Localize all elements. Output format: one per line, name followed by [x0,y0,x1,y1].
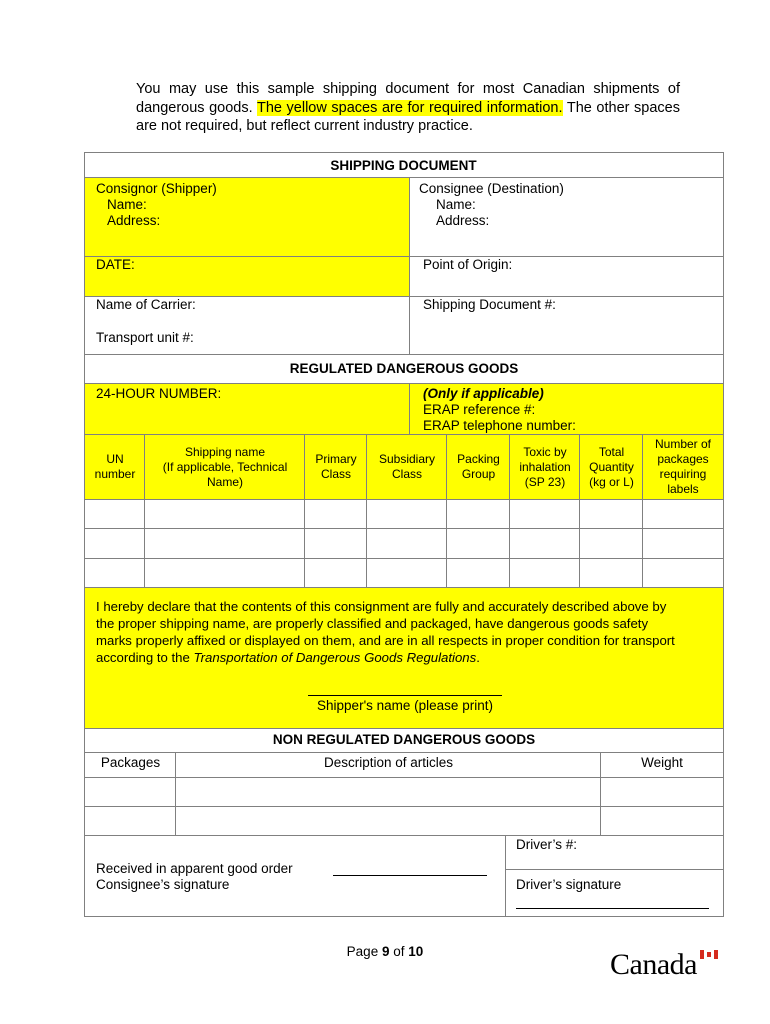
col-header-subsidiary-class-line: Subsidiary [378,452,436,466]
col-header-shipping-name-line: Shipping name [184,444,266,459]
transport-unit-label: Transport unit #: [96,330,194,345]
dg-row-2-packages-labels[interactable] [643,529,723,558]
dg-row-2-shipping-name[interactable] [145,529,305,558]
declaration-line-4-post: . [476,650,480,665]
dg-row-3-packages-labels[interactable] [643,559,723,588]
consignee-address-label: Address: [436,213,490,228]
dg-row-1-total-quantity[interactable] [580,500,643,529]
rdg-title: REGULATED DANGEROUS GOODS [289,361,519,376]
shipdoc-label: Shipping Document #: [423,297,556,312]
shipper-name-label: Shipper's name (please print) [317,698,493,713]
intro-paragraph [136,80,680,136]
declaration-line-1: I hereby declare that the contents of this consignment are fully and accurately described above by [96,599,667,614]
hour-number-label: 24-HOUR NUMBER: [96,386,222,401]
dg-row-2-un-number[interactable] [85,529,145,558]
origin-label: Point of Origin: [423,257,513,272]
current-page: 9 [381,944,390,959]
consignor-label: Consignor (Shipper) [96,181,217,196]
col-header-toxic-by-inhalation-line: inhalation [519,459,571,474]
carrier-label: Name of Carrier: [96,297,196,312]
nrdg-title: NON REGULATED DANGEROUS GOODS [272,732,536,747]
weight-header: Weight [641,755,683,770]
consignee-label: Consignee (Destination) [419,181,564,196]
intro-highlight: The yellow spaces are for required information. [256,99,563,116]
col-header-packages-labels-line: packages [657,452,709,466]
declaration-line-4-pre: according to the [96,650,190,665]
drivers-signature-label: Driver’s signature [516,877,622,892]
tdg-regulations-title: Transportation of Dangerous Goods Regulations [193,650,477,665]
col-header-primary-class-line: Primary [315,452,357,466]
consignor-address-label: Address: [107,213,161,228]
declaration-line-4 [96,650,480,667]
consignor-name-label: Name: [107,197,147,212]
nrdg-row-1-weight[interactable] [601,778,723,807]
col-header-packing-group-line: Group [461,467,496,481]
total-pages: 10 [408,944,424,959]
date-label: DATE: [96,257,135,272]
dg-row-1-toxic-by-inhalation[interactable] [510,500,580,529]
dg-row-3-shipping-name[interactable] [145,559,305,588]
col-header-un-number-line: UN [106,452,124,466]
dg-row-3-un-number[interactable] [85,559,145,588]
nrdg-row-2-packages[interactable] [85,807,176,836]
col-header-un-number-line: number [94,467,136,481]
col-header-toxic-by-inhalation-line: (SP 23) [524,474,566,489]
consignee-signature-label: Consignee’s signature [96,877,230,892]
page-of: of [393,944,405,959]
col-header-shipping-name-line: (If applicable, Technical [162,459,288,474]
dg-row-3-toxic-by-inhalation[interactable] [510,559,580,588]
nrdg-row-1-packages[interactable] [85,778,176,807]
dg-row-2-packing-group[interactable] [447,529,510,558]
declaration-line-3: marks properly affixed or displayed on them, and are in all respects in proper condition for transport [96,633,675,648]
packages-header: Packages [100,755,161,770]
dg-row-3-primary-class[interactable] [305,559,367,588]
consignee-signature-line[interactable] [333,875,487,876]
col-header-packages-labels-line: Number of [654,437,712,451]
nrdg-row-2-description[interactable] [176,807,601,836]
col-header-packages-labels-line: requiring [659,467,707,481]
dg-row-3-total-quantity[interactable] [580,559,643,588]
consignee-name-label: Name: [436,197,476,212]
canada-wordmark: Canada [610,948,697,981]
dg-row-3-packing-group[interactable] [447,559,510,588]
intro-text-2: The other spaces are not required, but reflect current industry practice. [136,99,680,134]
erap-telephone-label: ERAP telephone number: [423,418,576,433]
col-header-total-quantity-line: Quantity [589,459,634,474]
col-header-packing-group-line: Packing [457,452,500,466]
drivers-signature-line[interactable] [516,908,709,909]
col-header-packages-labels-line: labels [667,482,699,496]
dg-row-2-subsidiary-class[interactable] [367,529,447,558]
col-header-toxic-by-inhalation-line: Toxic by [523,444,567,459]
only-applicable-note [423,386,544,403]
intro-text-1: You may use this sample shipping document for most Canadian shipments of dangerous goods. [136,81,680,116]
dg-row-2-total-quantity[interactable] [580,529,643,558]
col-header-total-quantity-line: (kg or L) [589,474,634,489]
declaration-line-2: the proper shipping name, are properly classified and packaged, have dangerous goods safety [96,616,649,631]
page-label: Page [346,944,379,959]
dg-row-1-primary-class[interactable] [305,500,367,529]
description-header: Description of articles [323,755,454,770]
received-good-order-label: Received in apparent good order [96,861,293,876]
col-header-subsidiary-class-line: Class [391,467,422,481]
col-header-shipping-name-line: Name) [206,474,243,489]
canada-flag-icon [700,950,718,959]
dg-row-1-packing-group[interactable] [447,500,510,529]
dg-row-1-un-number[interactable] [85,500,145,529]
nrdg-row-1-description[interactable] [176,778,601,807]
shipper-signature-line[interactable] [308,695,502,696]
dg-row-2-primary-class[interactable] [305,529,367,558]
dg-row-3-subsidiary-class[interactable] [367,559,447,588]
only-applicable-text: (Only if applicable) [423,386,544,401]
dg-row-2-toxic-by-inhalation[interactable] [510,529,580,558]
dg-row-1-subsidiary-class[interactable] [367,500,447,529]
doc-title: SHIPPING DOCUMENT [330,158,477,173]
dg-row-1-packages-labels[interactable] [643,500,723,529]
dg-row-1-shipping-name[interactable] [145,500,305,529]
erap-reference-label: ERAP reference #: [423,402,536,417]
col-header-primary-class-line: Class [320,467,351,481]
nrdg-row-2-weight[interactable] [601,807,723,836]
drivers-number-label: Driver’s #: [516,837,578,852]
col-header-total-quantity-line: Total [598,444,625,459]
